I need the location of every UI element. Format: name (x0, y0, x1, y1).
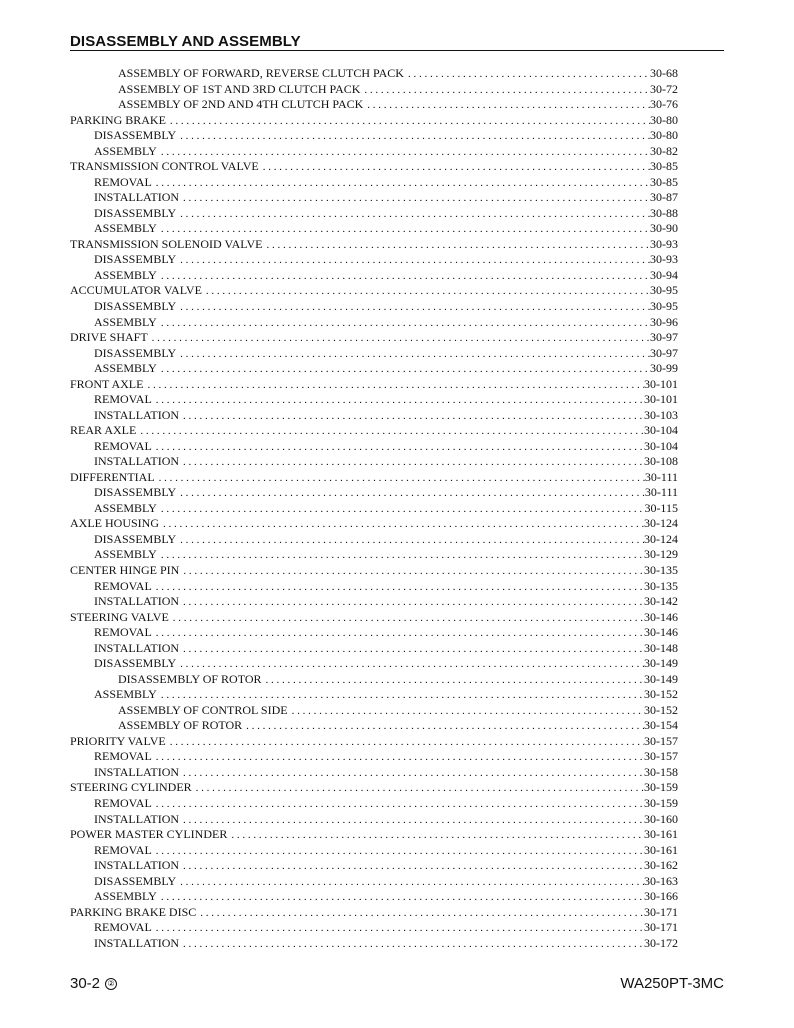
toc-leader-dots (180, 533, 644, 548)
toc-entry-title: ASSEMBLY (94, 267, 157, 282)
toc-entry-title: DISASSEMBLY (94, 485, 177, 500)
toc-entry-title: STEERING CYLINDER (70, 780, 192, 795)
toc-entry-page: 30-93 (650, 252, 678, 267)
toc-entry-title: REMOVAL (94, 795, 152, 810)
toc-entry-title: REAR AXLE (70, 423, 137, 438)
toc-entry (70, 66, 678, 82)
toc-entry-page: 30-111 (644, 485, 678, 500)
toc-entry (70, 780, 678, 796)
toc-entry (70, 749, 678, 765)
toc-entry-page: 30-163 (644, 873, 678, 888)
toc-entry-page: 30-162 (644, 858, 678, 873)
toc-entry-title: TRANSMISSION SOLENOID VALVE (70, 236, 263, 251)
toc-entry-page: 30-160 (644, 811, 678, 826)
toc-entry (70, 920, 678, 936)
toc-leader-dots (266, 673, 645, 688)
toc-leader-dots (183, 766, 644, 781)
toc-entry (70, 221, 678, 237)
toc-leader-dots (161, 222, 650, 237)
toc-leader-dots (161, 316, 650, 331)
toc-entry-page: 30-103 (644, 407, 678, 422)
toc-leader-dots (156, 393, 644, 408)
toc-entry (70, 672, 678, 688)
toc-entry-title: PRIORITY VALVE (70, 733, 166, 748)
toc-entry-page: 30-157 (644, 733, 678, 748)
model-code: WA250PT-3MC (620, 975, 724, 992)
toc-entry (70, 392, 678, 408)
toc-entry (70, 144, 678, 160)
toc-leader-dots (161, 269, 650, 284)
page-number: 30-2 (70, 975, 101, 992)
toc-entry-title: ASSEMBLY OF ROTOR (118, 718, 243, 733)
toc-entry (70, 206, 678, 222)
toc-entry-title: ASSEMBLY (94, 547, 157, 562)
toc-leader-dots (161, 502, 645, 517)
toc-leader-dots (183, 455, 644, 470)
toc-entry-page: 30-152 (644, 702, 678, 717)
toc-entry (70, 579, 678, 595)
toc-entry (70, 516, 678, 532)
toc-leader-dots (180, 300, 650, 315)
toc-entry-title: ASSEMBLY (94, 889, 157, 904)
toc-leader-dots (183, 595, 644, 610)
toc-leader-dots (156, 440, 644, 455)
toc-entry-title: REMOVAL (94, 625, 152, 640)
toc-entry-page: 30-142 (644, 594, 678, 609)
toc-leader-dots (183, 409, 644, 424)
toc-entry (70, 827, 678, 843)
toc-entry-title: ASSEMBLY (94, 314, 157, 329)
toc-leader-dots (140, 424, 644, 439)
toc-entry-page: 30-135 (644, 563, 678, 577)
toc-leader-dots (156, 921, 644, 936)
toc-entry (70, 82, 678, 98)
toc-entry-page: 30-95 (650, 298, 678, 313)
toc-entry-title: INSTALLATION (94, 935, 180, 950)
toc-entry (70, 439, 678, 455)
toc-entry-page: 30-129 (644, 547, 678, 562)
toc-entry (70, 625, 678, 641)
toc-entry (70, 656, 678, 672)
toc-entry-page: 30-80 (650, 112, 678, 127)
toc-leader-dots (161, 548, 644, 563)
toc-entry-title: INSTALLATION (94, 454, 180, 469)
toc-entry-title: REMOVAL (94, 749, 152, 764)
toc-entry (70, 346, 678, 362)
toc-entry-page: 30-161 (644, 842, 678, 857)
toc-entry (70, 268, 678, 284)
toc-entry-page: 30-85 (650, 159, 678, 174)
toc-entry (70, 718, 678, 734)
toc-leader-dots (156, 797, 644, 812)
toc-leader-dots (183, 937, 644, 952)
toc-leader-dots (183, 859, 644, 874)
toc-leader-dots (196, 781, 644, 796)
toc-entry (70, 408, 678, 424)
toc-leader-dots (180, 347, 650, 362)
toc-entry-page: 30-149 (644, 656, 678, 671)
toc-entry-title: REMOVAL (94, 392, 152, 407)
toc-leader-dots (364, 83, 650, 98)
toc-entry-title: PARKING BRAKE (70, 112, 166, 127)
toc-entry (70, 113, 678, 129)
toc-entry-title: ASSEMBLY (94, 143, 157, 158)
toc-leader-dots (156, 844, 644, 859)
toc-entry-title: DISASSEMBLY (94, 205, 177, 220)
toc-entry-page: 30-101 (644, 376, 678, 391)
toc-leader-dots (156, 750, 644, 765)
table-of-contents (70, 66, 678, 951)
toc-entry-page: 30-87 (650, 190, 678, 205)
toc-entry-page: 30-161 (644, 827, 678, 842)
toc-entry-title: DISASSEMBLY (94, 531, 177, 546)
toc-leader-dots (156, 626, 644, 641)
toc-entry-page: 30-72 (650, 81, 678, 96)
toc-leader-dots (180, 207, 650, 222)
toc-entry-title: ASSEMBLY OF 1ST AND 3RD CLUTCH PACK (118, 81, 361, 96)
toc-entry-title: ASSEMBLY (94, 221, 157, 236)
toc-entry-title: ASSEMBLY OF CONTROL SIDE (118, 702, 288, 717)
toc-entry (70, 532, 678, 548)
toc-leader-dots (183, 564, 644, 579)
toc-leader-dots (183, 191, 650, 206)
toc-leader-dots (263, 160, 650, 175)
toc-entry-title: TRANSMISSION CONTROL VALVE (70, 159, 259, 174)
toc-leader-dots (206, 284, 650, 299)
toc-entry-page: 30-97 (650, 345, 678, 360)
toc-entry-page: 30-85 (650, 174, 678, 189)
toc-entry (70, 299, 678, 315)
toc-leader-dots (367, 98, 650, 113)
toc-leader-dots (266, 238, 650, 253)
toc-entry-title: ASSEMBLY OF FORWARD, REVERSE CLUTCH PACK (118, 66, 404, 80)
toc-entry-title: INSTALLATION (94, 190, 180, 205)
toc-entry-title: ASSEMBLY OF 2ND AND 4TH CLUTCH PACK (118, 97, 364, 112)
toc-entry-page: 30-159 (644, 795, 678, 810)
toc-entry-page: 30-97 (650, 330, 678, 345)
toc-leader-dots (161, 890, 644, 905)
toc-leader-dots (161, 362, 650, 377)
toc-entry (70, 470, 678, 486)
toc-leader-dots (180, 657, 644, 672)
toc-entry (70, 765, 678, 781)
toc-entry (70, 454, 678, 470)
toc-entry (70, 889, 678, 905)
toc-leader-dots (231, 828, 644, 843)
toc-leader-dots (408, 67, 650, 82)
toc-entry-page: 30-90 (650, 221, 678, 236)
toc-entry-page: 30-124 (644, 516, 678, 531)
toc-entry-page: 30-172 (644, 935, 678, 950)
toc-entry (70, 283, 678, 299)
toc-entry (70, 687, 678, 703)
toc-entry-title: ASSEMBLY (94, 361, 157, 376)
toc-leader-dots (173, 611, 644, 626)
toc-entry-page: 30-68 (650, 66, 678, 80)
toc-leader-dots (170, 735, 644, 750)
toc-entry (70, 610, 678, 626)
toc-entry (70, 175, 678, 191)
toc-leader-dots (159, 471, 645, 486)
toc-entry (70, 315, 678, 331)
toc-entry-page: 30-76 (650, 97, 678, 112)
toc-entry-page: 30-154 (644, 718, 678, 733)
toc-leader-dots (170, 114, 650, 129)
toc-entry-page: 30-159 (644, 780, 678, 795)
toc-entry (70, 858, 678, 874)
toc-entry (70, 377, 678, 393)
toc-entry-page: 30-146 (644, 609, 678, 624)
toc-entry (70, 703, 678, 719)
toc-entry (70, 190, 678, 206)
toc-leader-dots (292, 704, 644, 719)
toc-entry-title: DISASSEMBLY OF ROTOR (118, 671, 262, 686)
toc-entry-page: 30-148 (644, 640, 678, 655)
toc-entry (70, 796, 678, 812)
toc-entry-title: DISASSEMBLY (94, 656, 177, 671)
toc-entry-page: 30-115 (644, 500, 678, 515)
toc-entry-page: 30-80 (650, 128, 678, 143)
toc-entry (70, 252, 678, 268)
toc-entry (70, 128, 678, 144)
toc-entry (70, 734, 678, 750)
toc-entry-title: REMOVAL (94, 578, 152, 593)
toc-leader-dots (156, 176, 650, 191)
toc-entry-title: DRIVE SHAFT (70, 330, 148, 345)
toc-leader-dots (180, 486, 645, 501)
toc-entry (70, 905, 678, 921)
toc-entry-page: 30-166 (644, 889, 678, 904)
toc-entry-title: CENTER HINGE PIN (70, 563, 180, 577)
toc-leader-dots (152, 331, 650, 346)
toc-entry-title: PARKING BRAKE DISC (70, 904, 197, 919)
toc-entry-page: 30-104 (644, 438, 678, 453)
toc-entry-title: DISASSEMBLY (94, 252, 177, 267)
toc-entry (70, 237, 678, 253)
section-title: DISASSEMBLY AND ASSEMBLY (70, 33, 301, 50)
toc-entry (70, 843, 678, 859)
toc-entry-page: 30-149 (644, 671, 678, 686)
toc-entry-page: 30-108 (644, 454, 678, 469)
toc-entry-title: AXLE HOUSING (70, 516, 159, 531)
toc-entry (70, 330, 678, 346)
toc-entry-page: 30-82 (650, 143, 678, 158)
toc-leader-dots (180, 129, 650, 144)
toc-leader-dots (180, 875, 644, 890)
revision-mark: ② (105, 978, 117, 990)
toc-entry (70, 547, 678, 563)
toc-entry-page: 30-124 (644, 531, 678, 546)
toc-entry-title: ACCUMULATOR VALVE (70, 283, 202, 298)
toc-entry (70, 423, 678, 439)
toc-entry-title: POWER MASTER CYLINDER (70, 827, 228, 842)
toc-entry-page: 30-171 (644, 904, 678, 919)
toc-entry-page: 30-152 (644, 687, 678, 702)
toc-entry-title: INSTALLATION (94, 764, 180, 779)
toc-entry-title: ASSEMBLY (94, 500, 157, 515)
toc-entry-page: 30-171 (644, 920, 678, 935)
toc-entry-title: DIFFERENTIAL (70, 469, 155, 484)
toc-entry-title: ASSEMBLY (94, 687, 157, 702)
toc-leader-dots (161, 688, 644, 703)
toc-entry (70, 361, 678, 377)
toc-entry-page: 30-94 (650, 267, 678, 282)
toc-entry (70, 563, 678, 579)
toc-entry-title: DISASSEMBLY (94, 873, 177, 888)
toc-entry (70, 641, 678, 657)
toc-entry-title: DISASSEMBLY (94, 128, 177, 143)
toc-entry (70, 874, 678, 890)
toc-entry-page: 30-157 (644, 749, 678, 764)
toc-entry-page: 30-104 (644, 423, 678, 438)
toc-entry (70, 159, 678, 175)
toc-leader-dots (200, 906, 644, 921)
toc-entry-page: 30-99 (650, 361, 678, 376)
toc-entry-title: REMOVAL (94, 174, 152, 189)
toc-entry-page: 30-135 (644, 578, 678, 593)
toc-entry-title: DISASSEMBLY (94, 345, 177, 360)
toc-entry-page: 30-158 (644, 764, 678, 779)
toc-leader-dots (246, 719, 644, 734)
header-divider (70, 50, 724, 51)
toc-entry-title: FRONT AXLE (70, 376, 144, 391)
toc-entry-title: REMOVAL (94, 842, 152, 857)
toc-leader-dots (183, 813, 644, 828)
toc-leader-dots (183, 642, 644, 657)
toc-entry-title: INSTALLATION (94, 594, 180, 609)
toc-leader-dots (156, 580, 644, 595)
toc-entry-title: INSTALLATION (94, 407, 180, 422)
toc-entry-title: INSTALLATION (94, 811, 180, 826)
toc-entry (70, 594, 678, 610)
toc-entry-title: INSTALLATION (94, 640, 180, 655)
toc-entry-page: 30-101 (644, 392, 678, 407)
toc-entry (70, 812, 678, 828)
toc-entry-title: REMOVAL (94, 438, 152, 453)
toc-entry-page: 30-93 (650, 236, 678, 251)
toc-leader-dots (180, 253, 650, 268)
toc-entry-page: 30-96 (650, 314, 678, 329)
toc-entry (70, 936, 678, 952)
toc-entry-page: 30-88 (650, 205, 678, 220)
toc-leader-dots (161, 145, 650, 160)
toc-entry (70, 97, 678, 113)
footer-page-info (70, 975, 117, 992)
toc-leader-dots (163, 517, 644, 532)
toc-entry-page: 30-111 (644, 469, 678, 484)
toc-leader-dots (147, 378, 644, 393)
toc-entry-page: 30-95 (650, 283, 678, 298)
toc-entry-page: 30-146 (644, 625, 678, 640)
toc-entry (70, 485, 678, 501)
toc-entry (70, 501, 678, 517)
toc-entry-title: REMOVAL (94, 920, 152, 935)
toc-entry-title: INSTALLATION (94, 858, 180, 873)
toc-entry-title: DISASSEMBLY (94, 298, 177, 313)
toc-entry-title: STEERING VALVE (70, 609, 169, 624)
